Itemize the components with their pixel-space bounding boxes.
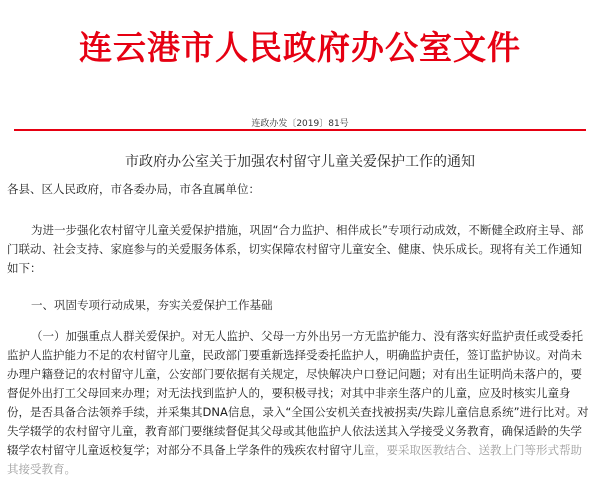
document-header: 连云港市人民政府办公室文件 xyxy=(79,28,521,67)
body-paragraph xyxy=(7,327,589,479)
body-paragraph-faded-text: 童，要采取医教结合、送教上门等形式帮助其接受教育。 xyxy=(7,443,582,476)
salutation: 各县、区人民政府，市各委办局，市各直属单位： xyxy=(7,182,260,196)
section-heading: 一、巩固专项行动成果，夯实关爱保护工作基础 xyxy=(31,298,273,312)
notice-title: 市政府办公室关于加强农村留守儿童关爱保护工作的通知 xyxy=(125,154,475,170)
red-divider-line xyxy=(14,129,586,131)
body-paragraph-text: （一）加强重点人群关爱保护。对无人监护、父母一方外出另一方无监护能力、没有落实好监护责任或受委托监护人监护能力不足的农村留守儿童，民政部门要重新选择受委托监护人，明确监护责任，签订监护协议。对尚未办理户籍登记的农村留守儿童，公安部门要依据有关规定，尽快解决户口登记问题；对有出生证明尚未落户的，要督促外出打工父母回来办理；对无法找到监护人的，要积极寻找；对其中非亲生落户的儿童，应及时核实儿童身份，是否具备合法领养手续，并采集其DNA信息，录入“全国公安机关查找被拐卖/失踪儿童信息系统”进行比对。对失学辍学的农村留守儿童，教育部门要继续督促其父母或其他监护人依法送其入学接受义务教育，确保适龄的失学辍学农村留守儿童返校复学；对部分不具备上学条件的残疾农村留守儿 xyxy=(7,329,589,457)
intro-paragraph: 为进一步强化农村留守儿童关爱保护措施，巩固“合力监护、相伴成长”专项行动成效，不断健全政府主导、部门联动、社会支持、家庭参与的关爱服务体系，切实保障农村留守儿童安全、健康、快乐成长。现将有关工作通知如下： xyxy=(7,223,584,275)
document-number: 连政办发〔2019〕81号 xyxy=(251,119,349,129)
